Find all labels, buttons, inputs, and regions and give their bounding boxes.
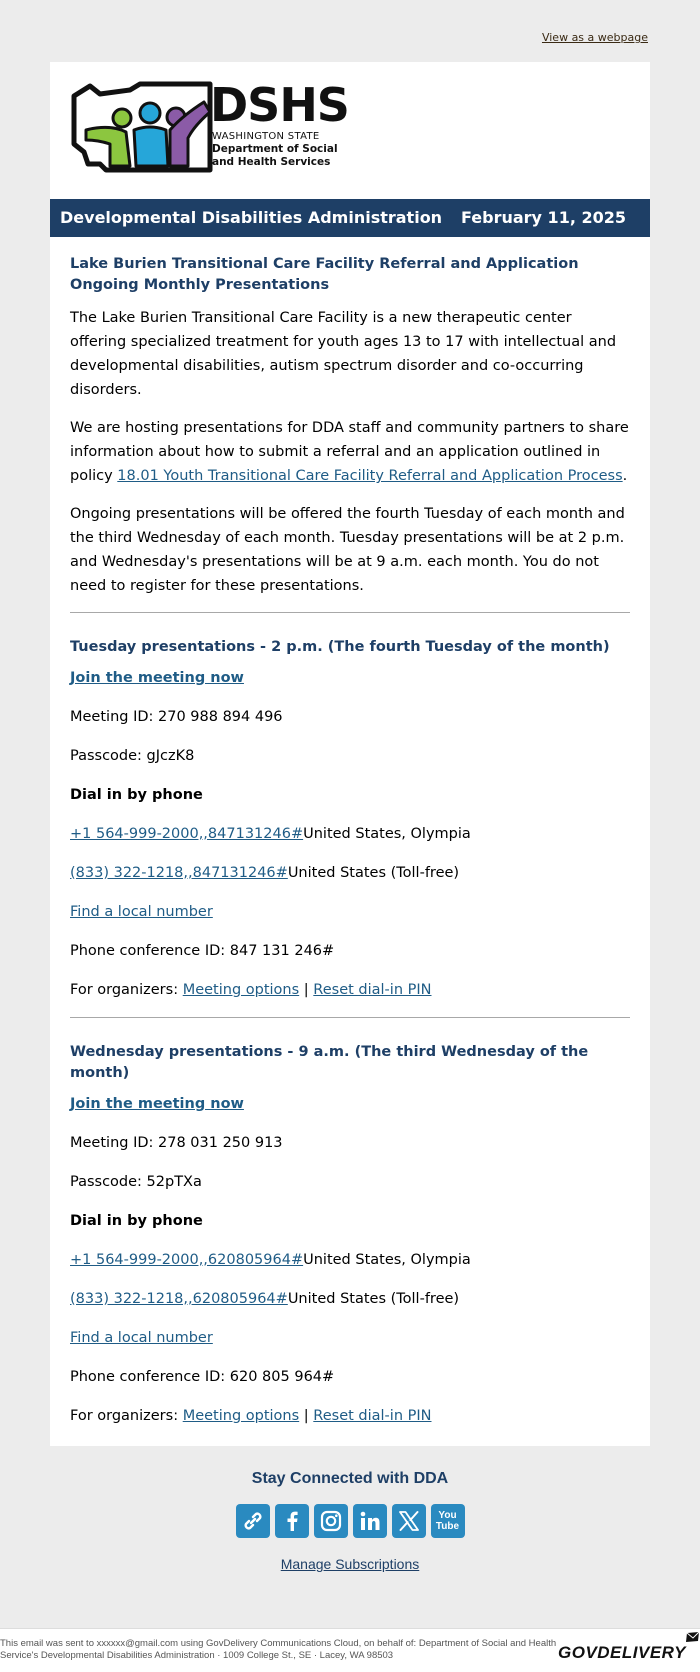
- govdelivery-logo: GOVDELIVERY: [558, 1643, 686, 1662]
- youtube-icon[interactable]: [431, 1504, 465, 1538]
- tuesday-phone-2-link[interactable]: (833) 322-1218,,847131246#: [70, 865, 288, 881]
- tuesday-dial-heading: Dial in by phone: [70, 787, 203, 803]
- instagram-icon[interactable]: [314, 1504, 348, 1538]
- issue-date: February 11, 2025: [461, 208, 626, 227]
- organizers-label: For organizers:: [70, 1408, 183, 1424]
- p2-period: .: [622, 468, 628, 484]
- intro-paragraph-1: The Lake Burien Transitional Care Facility is a new therapeutic center offering specialized treatment for youth ages 13 to 17 with intellectual and developmental disabilities, autism spectrum disorder and co-occurring disorders.: [70, 310, 617, 398]
- legal-text: This email was sent to xxxxxx@gmail.com using GovDelivery Communications Cloud, on behalf of: Department of Social and Health Service's Developmental Disabilities Administration · 1009 College St., SE · Lacey, WA 98503: [0, 1638, 557, 1661]
- email-card: [50, 62, 650, 1446]
- separator: |: [299, 1408, 314, 1424]
- tuesday-phone-1: [70, 822, 630, 846]
- tuesday-section: [70, 637, 630, 1002]
- view-as-webpage-link[interactable]: View as a webpage: [541, 31, 648, 44]
- content: [70, 254, 630, 1443]
- logo-line3: and Health Services: [212, 156, 331, 168]
- wednesday-conference-id: Phone conference ID: 620 805 964#: [70, 1369, 335, 1385]
- top-bar: [0, 0, 700, 62]
- logo-line1: WASHINGTON STATE: [212, 131, 320, 142]
- wednesday-phone-2-link[interactable]: (833) 322-1218,,620805964#: [70, 1291, 288, 1307]
- intro-paragraph-3: Ongoing presentations will be offered the fourth Tuesday of each month and the third Wednesday of each month. Tuesday presentations will be at 2 p.m. and Wednesday's presentations will be at 9 a.m. each month. You do not need to register for these presentations.: [70, 506, 625, 594]
- dshs-logo: [70, 80, 370, 192]
- policy-link[interactable]: 18.01 Youth Transitional Care Facility Referral and Application Process: [117, 468, 623, 484]
- linkedin-icon[interactable]: [353, 1504, 387, 1538]
- logo-line2: Department of Social: [212, 143, 338, 155]
- wednesday-meeting-id: Meeting ID: 278 031 250 913: [70, 1135, 283, 1151]
- separator: |: [299, 982, 314, 998]
- footer: [0, 1446, 700, 1572]
- tuesday-reset-pin-link[interactable]: Reset dial-in PIN: [313, 982, 432, 998]
- article-title: Lake Burien Transitional Care Facility Referral and Application Ongoing Monthly Presentations: [70, 256, 579, 293]
- wednesday-section: [70, 1042, 630, 1428]
- wednesday-phone-1-location: United States, Olympia: [303, 1252, 471, 1268]
- tuesday-phone-1-location: United States, Olympia: [303, 826, 471, 842]
- tuesday-conference-id: Phone conference ID: 847 131 246#: [70, 943, 335, 959]
- manage-subscriptions-link[interactable]: Manage Subscriptions: [280, 1556, 420, 1572]
- legal-footer: [0, 1628, 700, 1672]
- wednesday-phone-1-link[interactable]: +1 564-999-2000,,620805964#: [70, 1252, 304, 1268]
- wednesday-join-link[interactable]: Join the meeting now: [70, 1096, 244, 1112]
- youtube-label: You Tube: [435, 1510, 460, 1532]
- org-name: Developmental Disabilities Administration: [60, 208, 443, 227]
- facebook-icon[interactable]: [275, 1504, 309, 1538]
- tuesday-meeting-id: Meeting ID: 270 988 894 496: [70, 709, 283, 725]
- wednesday-organizers: [70, 1404, 630, 1428]
- tuesday-phone-2-location: United States (Toll-free): [287, 865, 460, 881]
- tuesday-passcode: Passcode: gJczK8: [70, 748, 195, 764]
- tuesday-phone-1-link[interactable]: +1 564-999-2000,,847131246#: [70, 826, 304, 842]
- wednesday-title: Wednesday presentations - 9 a.m. (The third Wednesday of the month): [70, 1044, 589, 1081]
- tuesday-organizers: [70, 978, 630, 1002]
- tuesday-title: Tuesday presentations - 2 p.m. (The fourth Tuesday of the month): [70, 639, 610, 655]
- dshs-abbr: DSHS: [210, 78, 349, 132]
- wednesday-phone-1: [70, 1248, 630, 1272]
- link-icon[interactable]: [236, 1504, 270, 1538]
- tuesday-phone-2: [70, 861, 630, 885]
- organizers-label: For organizers:: [70, 982, 183, 998]
- tuesday-join-link[interactable]: Join the meeting now: [70, 670, 244, 686]
- wednesday-meeting-options-link[interactable]: Meeting options: [182, 1408, 300, 1424]
- wednesday-dial-heading: Dial in by phone: [70, 1213, 203, 1229]
- header-band: [50, 199, 650, 237]
- divider: [70, 612, 630, 613]
- intro-paragraph-2: [70, 416, 630, 488]
- envelope-icon: [686, 1631, 700, 1643]
- x-twitter-icon[interactable]: [392, 1504, 426, 1538]
- wednesday-passcode: Passcode: 52pTXa: [70, 1174, 202, 1190]
- tuesday-find-local-link[interactable]: Find a local number: [70, 904, 213, 920]
- tuesday-meeting-options-link[interactable]: Meeting options: [182, 982, 300, 998]
- wednesday-phone-2: [70, 1287, 630, 1311]
- wednesday-reset-pin-link[interactable]: Reset dial-in PIN: [313, 1408, 432, 1424]
- social-links: [0, 1504, 700, 1538]
- divider: [70, 1017, 630, 1018]
- p2-text: We are hosting presentations for DDA staff and community partners to share information about how to submit a referral and an application outlined in policy: [70, 420, 629, 484]
- wednesday-find-local-link[interactable]: Find a local number: [70, 1330, 213, 1346]
- wednesday-phone-2-location: United States (Toll-free): [287, 1291, 460, 1307]
- stay-connected-heading: Stay Connected with DDA: [251, 1470, 449, 1487]
